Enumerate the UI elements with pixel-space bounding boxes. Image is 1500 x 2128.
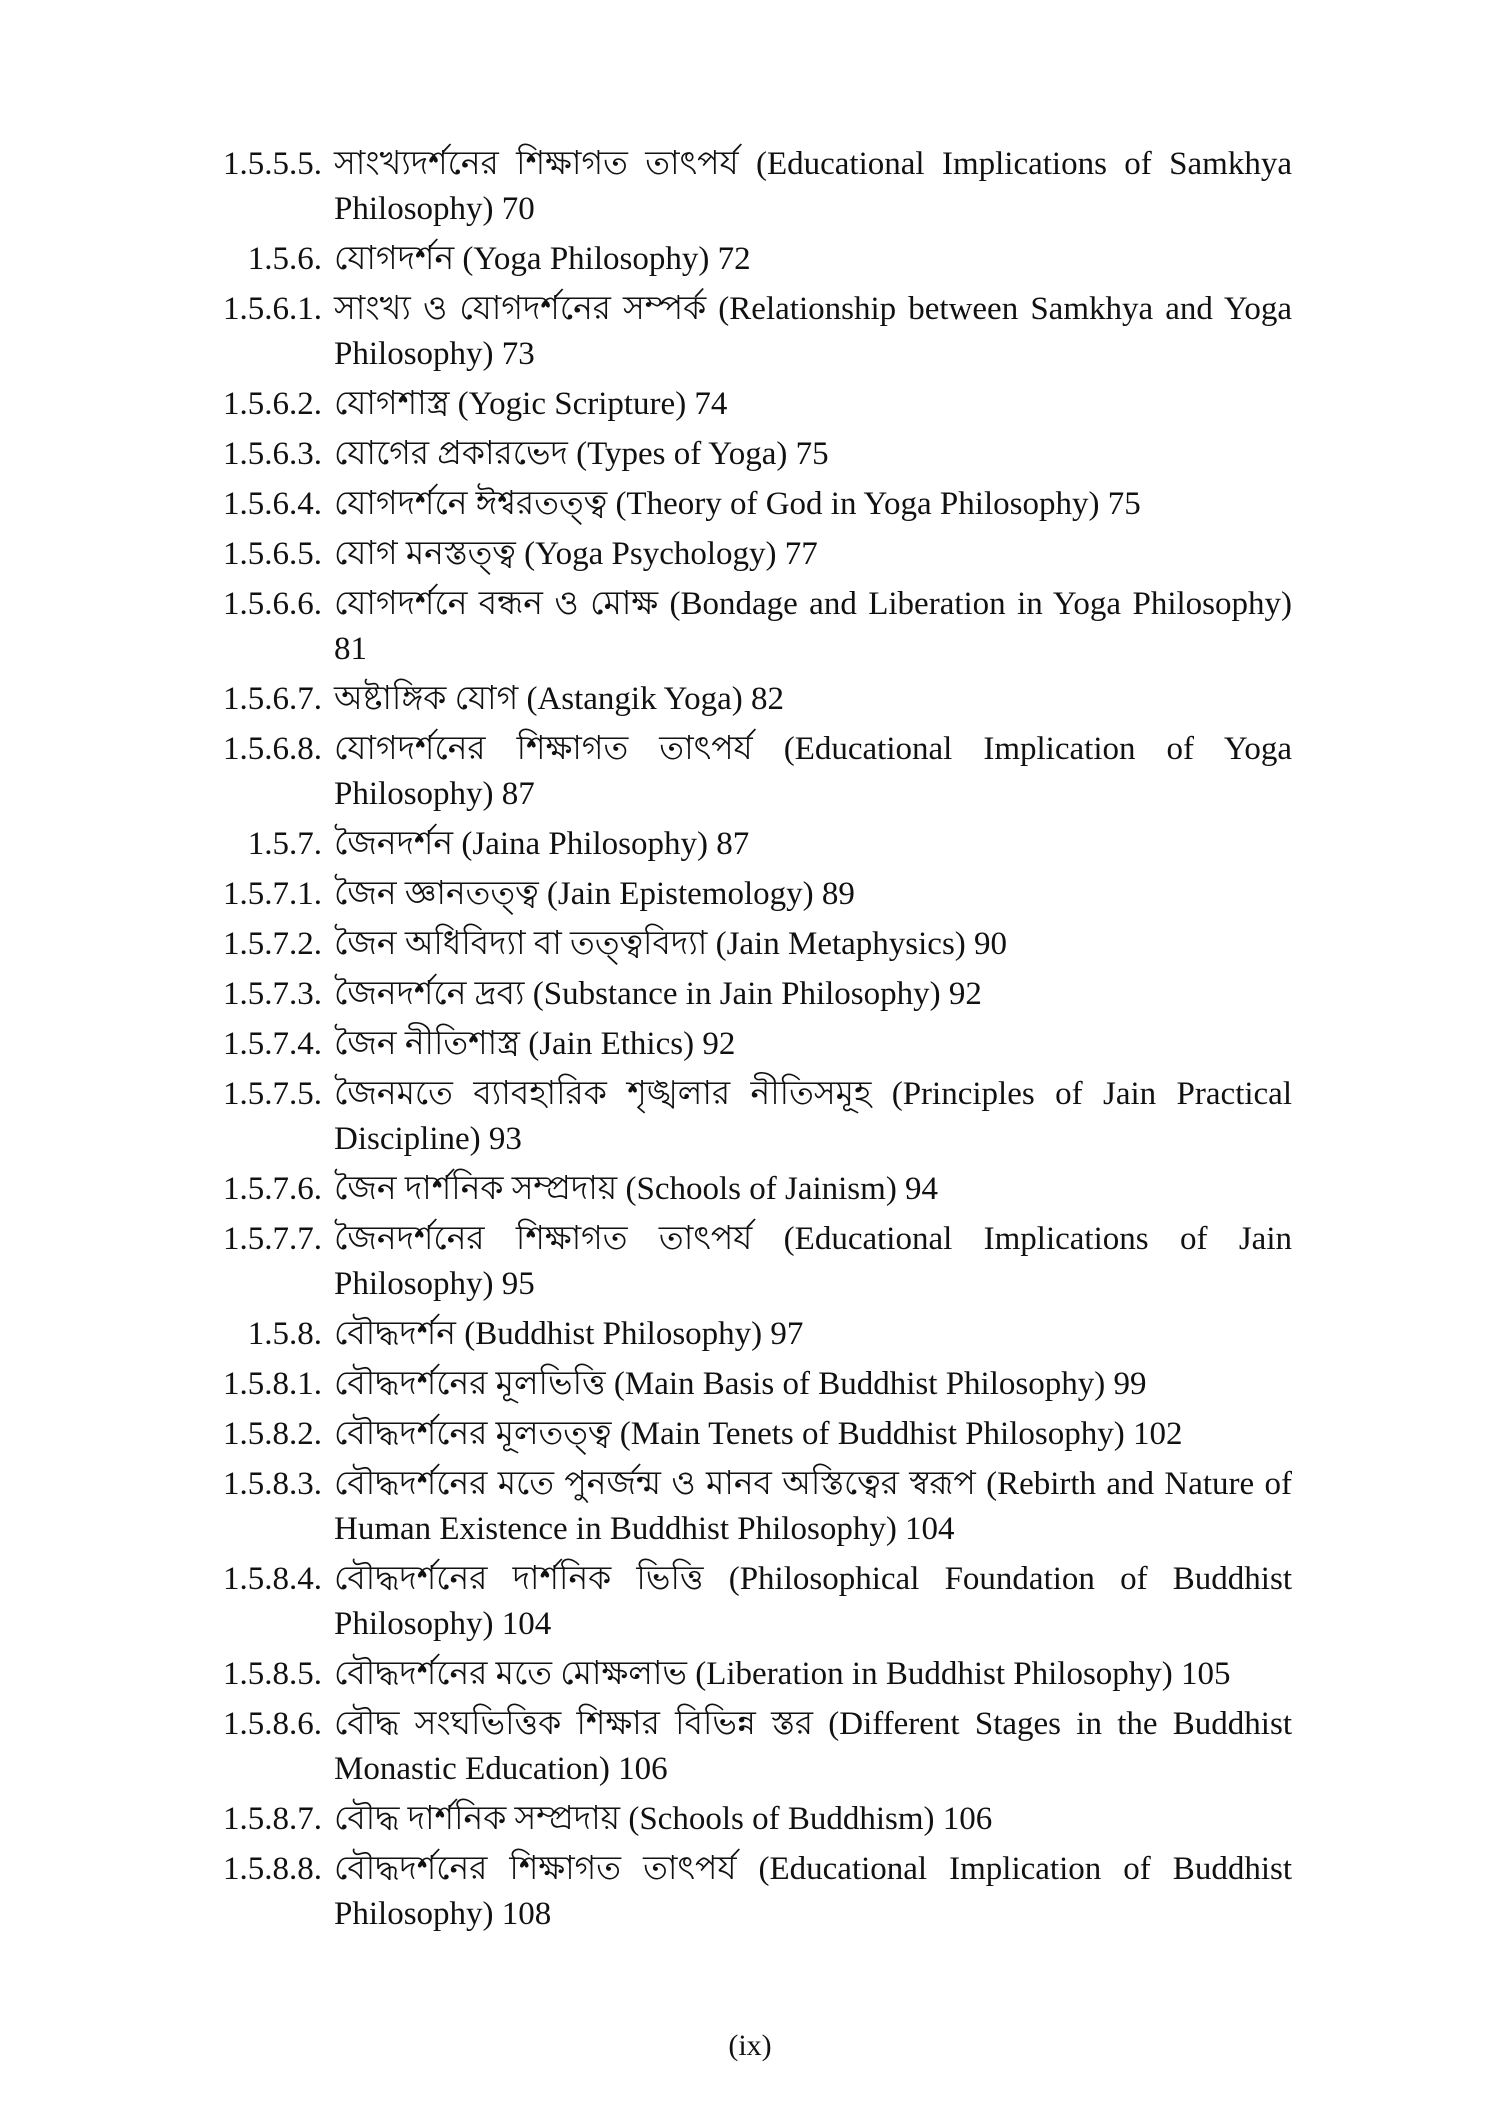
toc-entry [210,1022,1292,1067]
toc-entry-title: বৌদ্ধদর্শনের মতে পুনর্জন্ম ও মানব অস্তিত্বের স্বরূপ (Rebirth and Nature of Human Existence in Buddhist Philosophy) 104 [334,1466,1292,1547]
toc-entry [210,1652,1292,1697]
toc-entry [210,237,1292,282]
toc-entry-title: বৌদ্ধ সংঘভিত্তিক শিক্ষার বিভিন্ন স্তর (Different Stages in the Buddhist Monastic Education) 106 [334,1706,1292,1787]
toc-entry-number: 1.5.8.2. [223,1416,322,1452]
toc-entry-title: জৈনমতে ব্যাবহারিক শৃঙ্খলার নীতিসমূহ (Principles of Jain Practical Discipline) 93 [334,1076,1292,1157]
toc-entry [210,432,1292,477]
toc-entry [210,1167,1292,1212]
toc-entry [210,677,1292,722]
toc-entry [210,582,1292,672]
toc-entry [210,482,1292,527]
toc-entry-title: জৈন জ্ঞানতত্ত্ব (Jain Epistemology) 89 [334,876,855,912]
toc-entry-number: 1.5.6. [247,241,322,277]
toc-entry-title: বৌদ্ধ দার্শনিক সম্প্রদায় (Schools of Buddhism) 106 [334,1801,993,1837]
toc-entry-title: যোগদর্শনে বন্ধন ও মোক্ষ (Bondage and Liberation in Yoga Philosophy) 81 [334,586,1292,667]
toc-entry-number: 1.5.8.3. [223,1466,322,1502]
toc-entry [210,922,1292,967]
toc-entry-title: বৌদ্ধদর্শনের শিক্ষাগত তাৎপর্য (Educational Implication of Buddhist Philosophy) 108 [334,1851,1292,1932]
toc-entry [210,1312,1292,1357]
toc-entry-title: জৈন অধিবিদ্যা বা তত্ত্ববিদ্যা (Jain Metaphysics) 90 [334,926,1008,962]
toc-entry [210,1797,1292,1842]
toc-entry-number: 1.5.6.7. [223,681,322,717]
toc-entry-number: 1.5.8.6. [223,1706,322,1742]
toc-entry [210,872,1292,917]
toc-entry-number: 1.5.5.5. [223,146,322,182]
toc-entry-title: বৌদ্ধদর্শনের মতে মোক্ষলাভ (Liberation in Buddhist Philosophy) 105 [334,1656,1231,1692]
toc-entry-title: যোগদর্শন (Yoga Philosophy) 72 [334,241,751,277]
toc-entry-title: জৈনদর্শনে দ্রব্য (Substance in Jain Philosophy) 92 [334,976,982,1012]
toc-entry-number: 1.5.6.6. [223,586,322,622]
toc-entry-number: 1.5.7.3. [223,976,322,1012]
toc-entry [210,822,1292,867]
toc-entry-title: জৈনদর্শন (Jaina Philosophy) 87 [334,826,750,862]
toc-entry-number: 1.5.6.2. [223,386,322,422]
toc-entry [210,287,1292,377]
toc-entry [210,1412,1292,1457]
toc-entry-number: 1.5.8.8. [223,1851,322,1887]
toc-entry-title: জৈনদর্শনের শিক্ষাগত তাৎপর্য (Educational Implications of Jain Philosophy) 95 [334,1221,1292,1302]
toc-entry-number: 1.5.7.4. [223,1026,322,1062]
toc-entry-number: 1.5.6.3. [223,436,322,472]
toc-entry-number: 1.5.7.7. [223,1221,322,1257]
toc-entry [210,532,1292,577]
toc-entry-title: জৈন দার্শনিক সম্প্রদায় (Schools of Jainism) 94 [334,1171,939,1207]
toc-entry-number: 1.5.8.4. [223,1561,322,1597]
toc-entry [210,1847,1292,1937]
toc-entry-number: 1.5.8.5. [223,1656,322,1692]
toc-entry-title: বৌদ্ধদর্শনের দার্শনিক ভিত্তি (Philosophical Foundation of Buddhist Philosophy) 104 [334,1561,1292,1642]
toc-entry-number: 1.5.8. [247,1316,322,1352]
toc-entry [210,142,1292,232]
toc-entry-title: যোগদর্শনে ঈশ্বরতত্ত্ব (Theory of God in Yoga Philosophy) 75 [334,486,1141,522]
toc-entry-number: 1.5.7. [247,826,322,862]
toc-entry-title: যোগ মনস্তত্ত্ব (Yoga Psychology) 77 [334,536,818,572]
toc-entry-title: অষ্টাঙ্গিক যোগ (Astangik Yoga) 82 [334,681,785,717]
toc-entry [210,972,1292,1017]
toc-entry [210,1557,1292,1647]
toc-entry [210,382,1292,427]
toc-entry [210,1072,1292,1162]
toc-entry-title: যোগের প্রকারভেদ (Types of Yoga) 75 [334,436,829,472]
toc-entry-title: যোগশাস্ত্র (Yogic Scripture) 74 [334,386,728,422]
toc-entry-number: 1.5.7.2. [223,926,322,962]
toc-entry-number: 1.5.7.6. [223,1171,322,1207]
toc-entry-title: সাংখ্য ও যোগদর্শনের সম্পর্ক (Relationship between Samkhya and Yoga Philosophy) 73 [334,291,1292,372]
toc-entry-title: জৈন নীতিশাস্ত্র (Jain Ethics) 92 [334,1026,736,1062]
toc-entry-title: বৌদ্ধদর্শনের মূলতত্ত্ব (Main Tenets of Buddhist Philosophy) 102 [334,1416,1183,1452]
toc-entry-number: 1.5.6.1. [223,291,322,327]
toc-entry-number: 1.5.8.7. [223,1801,322,1837]
table-of-contents [210,142,1292,1942]
toc-entry-title: যোগদর্শনের শিক্ষাগত তাৎপর্য (Educational Implication of Yoga Philosophy) 87 [334,731,1292,812]
toc-entry-number: 1.5.6.4. [223,486,322,522]
toc-entry-number: 1.5.8.1. [223,1366,322,1402]
toc-entry [210,1462,1292,1552]
toc-entry [210,1217,1292,1307]
toc-entry-title: বৌদ্ধদর্শন (Buddhist Philosophy) 97 [334,1316,804,1352]
toc-entry-number: 1.5.6.8. [223,731,322,767]
toc-entry-number: 1.5.7.1. [223,876,322,912]
toc-entry [210,1702,1292,1792]
page-number: (ix) [728,2029,772,2062]
toc-entry [210,1362,1292,1407]
toc-entry [210,727,1292,817]
toc-entry-title: সাংখ্যদর্শনের শিক্ষাগত তাৎপর্য (Educational Implications of Samkhya Philosophy) 70 [334,146,1292,227]
toc-entry-title: বৌদ্ধদর্শনের মূলভিত্তি (Main Basis of Buddhist Philosophy) 99 [334,1366,1147,1402]
toc-entry-number: 1.5.6.5. [223,536,322,572]
toc-entry-number: 1.5.7.5. [223,1076,322,1112]
